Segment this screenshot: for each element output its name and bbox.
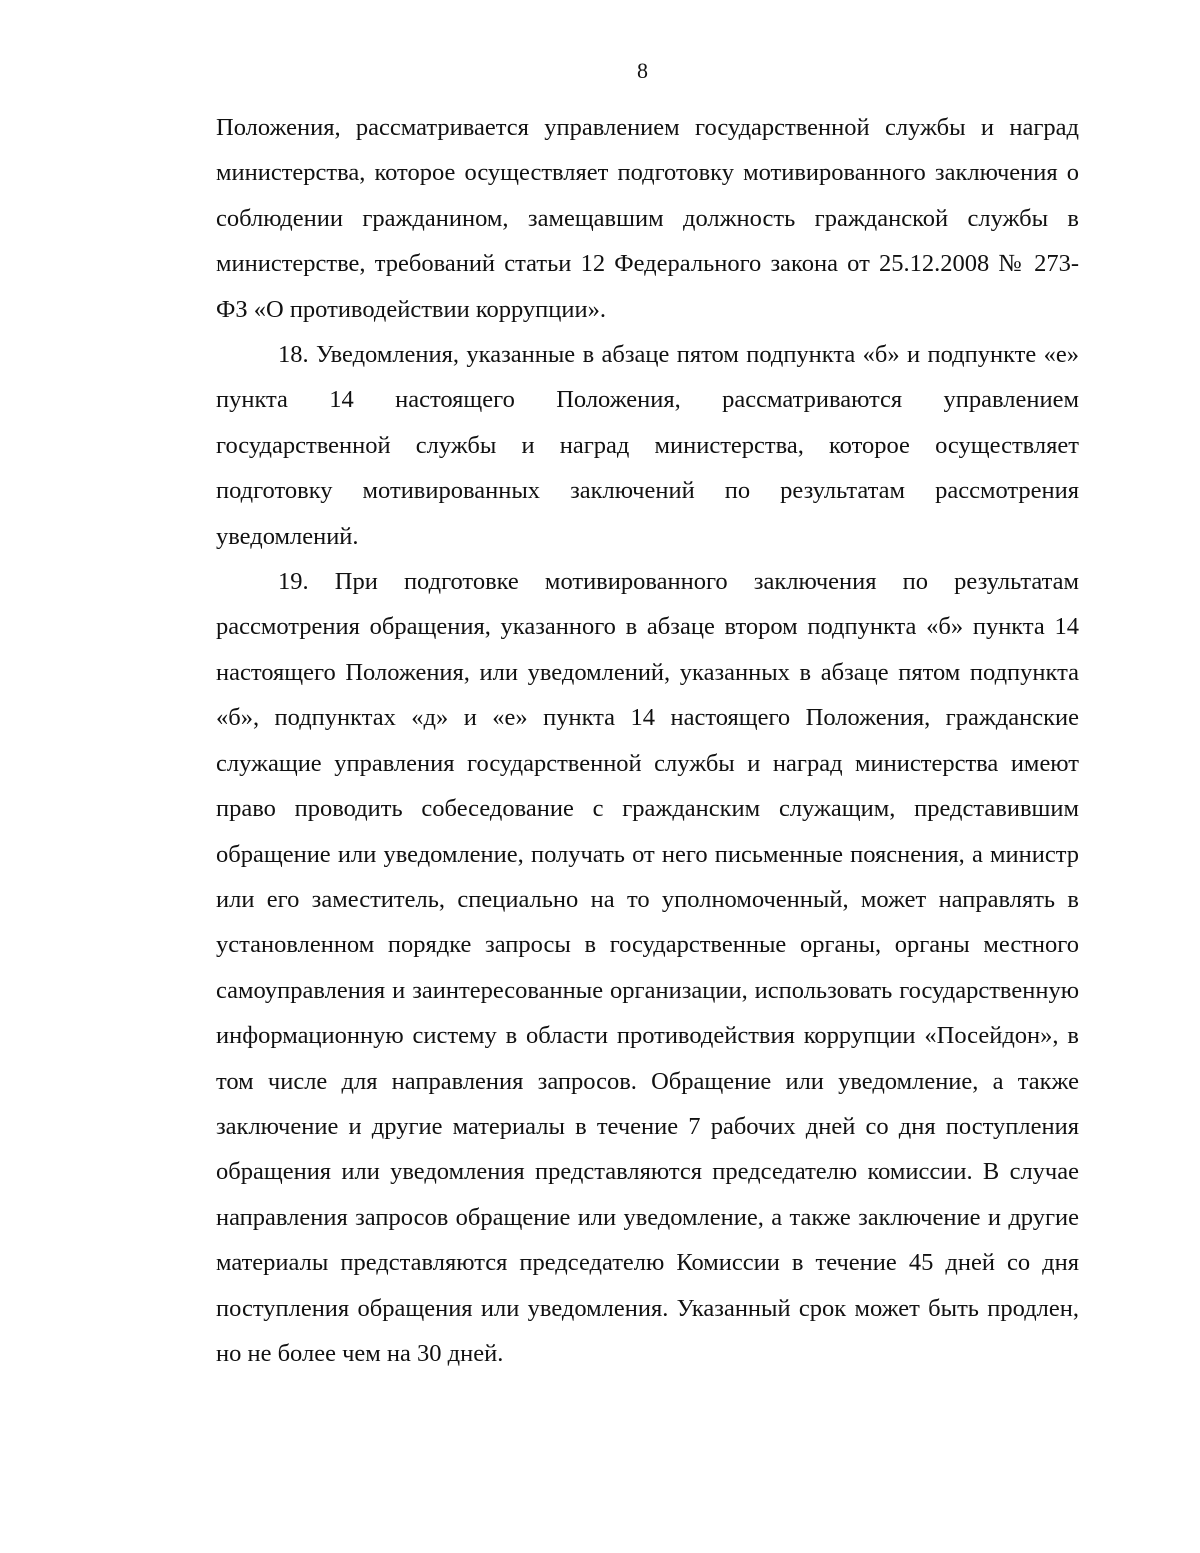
document-body — [216, 105, 1079, 1376]
paragraph-item-18: 18. Уведомления, указанные в абзаце пятом подпункта «б» и подпункте «е» пункта 14 настоящего Положения, рассматриваются управлением государственной службы и наград министерства, которое осуществляет подготовку мотивированных заключений по результатам рассмотрения уведомлений. — [216, 341, 1079, 550]
paragraph-item-19: 19. При подготовке мотивированного заключения по результатам рассмотрения обращения, указанного в абзаце втором подпункта «б» пункта 14 настоящего Положения, или уведомлений, указанных в абзаце пятом подпункта «б», подпунктах «д» и «е» пункта 14 настоящего Положения, гражданские служащие управления государственной службы и наград министерства имеют право проводить собеседование с гражданским служащим, представившим обращение или уведомление, получать от него письменные пояснения, а министр или его заместитель, специально на то уполномоченный, может направлять в установленном порядке запросы в государственные органы, органы местного самоуправления и заинтересованные организации, использовать государственную информационную систему в области противодействия коррупции «Посейдон», в том числе для направления запросов. Обращение или уведомление, а также заключение и другие материалы в течение 7 рабочих дней со дня поступления обращения или уведомления представляются председателю комиссии. В случае направления запросов обращение или уведомление, а также заключение и другие материалы представляются председателю Комиссии в течение 45 дней со дня поступления обращения или уведомления. Указанный срок может быть продлен, но не более чем на 30 дней. — [216, 568, 1079, 1367]
paragraph-continuation: Положения, рассматривается управлением государственной службы и наград министерства, которое осуществляет подготовку мотивированного заключения о соблюдении гражданином, замещавшим должность гражданской службы в министерстве, требований статьи 12 Федерального закона от 25.12.2008 № 273-ФЗ «О противодействии коррупции». — [216, 114, 1079, 323]
page-number: 8 — [637, 58, 648, 83]
